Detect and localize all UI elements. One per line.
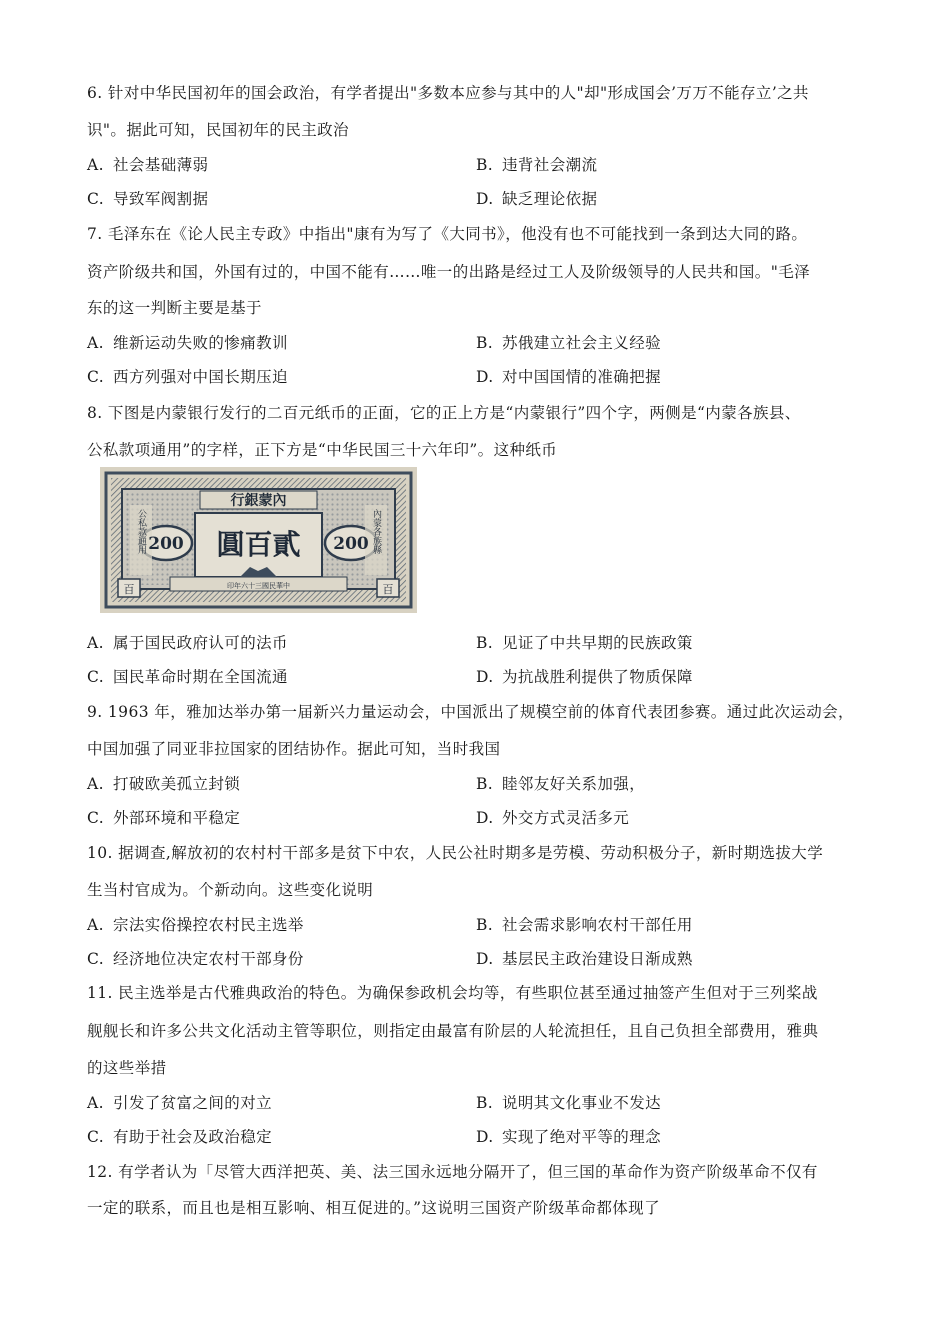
option-text: 基层民主政治建设日渐成熟 (502, 950, 693, 968)
option-tag: C. (87, 190, 105, 208)
option-tag: D. (476, 190, 494, 208)
option-tag: B. (476, 156, 494, 174)
question-11-line-3: 的这些举措 (87, 1059, 167, 1077)
q7-option-a (87, 333, 288, 353)
option-text: 苏俄建立社会主义经验 (502, 334, 662, 352)
option-tag: C. (87, 668, 105, 686)
option-tag: B. (476, 334, 494, 352)
option-text: 缺乏理论依据 (502, 190, 598, 208)
q7-option-b (476, 333, 661, 353)
banknote-center-text: 圓百貳 (216, 528, 301, 561)
q8-option-c (87, 667, 288, 687)
q6-option-c (87, 189, 208, 209)
option-text: 外部环境和平稳定 (113, 809, 241, 827)
banknote-corner-right: 百 (382, 583, 394, 596)
option-tag: B. (476, 1094, 494, 1112)
option-text: 说明其文化事业不发达 (502, 1094, 662, 1112)
option-tag: B. (476, 634, 494, 652)
option-tag: C. (87, 368, 105, 386)
option-tag: A. (87, 916, 104, 934)
question-9-line-1: 9. 1963 年，雅加达举办第一届新兴力量运动会，中国派出了规模空前的体育代表团参赛。通过此次运动会， (87, 703, 854, 721)
banknote-corner-left: 百 (123, 583, 135, 596)
option-text: 引发了贫富之间的对立 (113, 1094, 273, 1112)
banknote-bottom-text: 印年六十三國民華中 (227, 582, 290, 590)
banknote-value-right: 200 (333, 534, 369, 554)
question-6-line-2: 识"。据此可知，民国初年的民主政治 (87, 121, 349, 139)
banknote-top-text: 行銀蒙內 (230, 493, 287, 509)
banknote-right-side-text: 內蒙各族縣 (371, 509, 381, 554)
option-tag: B. (476, 775, 494, 793)
option-tag: A. (87, 334, 104, 352)
q11-option-d (476, 1127, 661, 1147)
question-11-line-1: 11. 民主选举是古代雅典政治的特色。为确保参政机会均等，有些职位甚至通过抽签产生但对于三列桨战 (87, 984, 818, 1002)
q6-option-a (87, 155, 208, 175)
question-7-line-3: 东的这一判断主要是基于 (87, 299, 262, 317)
question-6-line-1: 6. 针对中华民国初年的国会政治，有学者提出"多数本应参与其中的人"却"形成国会’万万不能存立’之共 (87, 84, 809, 102)
question-7-line-2: 资产阶级共和国，外国有过的，中国不能有……唯一的出路是经过工人及阶级领导的人民共和国。"毛泽 (87, 263, 811, 281)
option-tag: A. (87, 634, 104, 652)
q9-option-b (476, 774, 645, 794)
q7-option-d (476, 367, 661, 387)
q9-option-c (87, 808, 240, 828)
option-text: 社会基础薄弱 (113, 156, 209, 174)
question-7-line-1: 7. 毛泽东在《论人民主专政》中指出"康有为写了《大同书》，他没有也不可能找到一条到达大同的路。 (87, 225, 808, 243)
option-tag: D. (476, 950, 494, 968)
option-text: 维新运动失败的惨痛教训 (113, 334, 288, 352)
q8-option-d (476, 667, 693, 687)
option-tag: D. (476, 809, 494, 827)
banknote-left-side-text: 公私款通用 (136, 509, 146, 554)
q11-option-a (87, 1093, 272, 1113)
option-tag: D. (476, 1128, 494, 1146)
banknote-value-left: 200 (148, 534, 184, 554)
question-12-line-2: 一定的联系，而且也是相互影响、相互促进的。”这说明三国资产阶级革命都体现了 (87, 1199, 660, 1217)
option-tag: D. (476, 368, 494, 386)
option-text: 见证了中共早期的民族政策 (502, 634, 693, 652)
q9-option-d (476, 808, 629, 828)
question-9-line-2: 中国加强了同亚非拉国家的团结协作。据此可知，当时我国 (87, 740, 501, 758)
option-tag: B. (476, 916, 494, 934)
banknote-image (100, 467, 417, 613)
q6-option-b (476, 155, 597, 175)
q10-option-c (87, 949, 304, 969)
option-text: 社会需求影响农村干部任用 (502, 916, 693, 934)
question-10-line-1: 10. 据调查,解放初的农村村干部多是贫下中农，人民公社时期多是劳模、劳动积极分子，新时期选拔大学 (87, 844, 824, 862)
option-text: 违背社会潮流 (502, 156, 598, 174)
option-text: 打破欧美孤立封锁 (113, 775, 241, 793)
q11-option-c (87, 1127, 272, 1147)
option-text: 经济地位决定农村干部身份 (113, 950, 304, 968)
option-tag: D. (476, 668, 494, 686)
option-text: 有助于社会及政治稳定 (113, 1128, 273, 1146)
q7-option-c (87, 367, 288, 387)
q8-option-b (476, 633, 693, 653)
question-12-line-1: 12. 有学者认为「尽管大西洋把英、美、法三国永远地分隔开了，但三国的革命作为资产阶级革命不仅有 (87, 1163, 818, 1181)
option-tag: A. (87, 156, 104, 174)
q9-option-a (87, 774, 240, 794)
q10-option-b (476, 915, 693, 935)
option-text: 国民革命时期在全国流通 (113, 668, 288, 686)
q10-option-a (87, 915, 304, 935)
option-text: 外交方式灵活多元 (502, 809, 630, 827)
option-text: 实现了绝对平等的理念 (502, 1128, 662, 1146)
option-text: 睦邻友好关系加强， (502, 775, 646, 793)
q11-option-b (476, 1093, 661, 1113)
option-tag: C. (87, 950, 105, 968)
option-text: 为抗战胜利提供了物质保障 (502, 668, 693, 686)
option-text: 西方列强对中国长期压迫 (113, 368, 288, 386)
option-tag: C. (87, 809, 105, 827)
q10-option-d (476, 949, 693, 969)
option-text: 宗法实俗操控农村民主选举 (113, 916, 304, 934)
option-text: 导致军阀割据 (113, 190, 209, 208)
question-11-line-2: 舰舰长和许多公共文化活动主管等职位，则指定由最富有阶层的人轮流担任，且自己负担全部费用，雅典 (87, 1022, 819, 1040)
q8-option-a (87, 633, 288, 653)
option-text: 对中国国情的准确把握 (502, 368, 662, 386)
q6-option-d (476, 189, 597, 209)
option-tag: A. (87, 775, 104, 793)
option-tag: A. (87, 1094, 104, 1112)
option-tag: C. (87, 1128, 105, 1146)
question-8-line-1: 8. 下图是内蒙银行发行的二百元纸币的正面，它的正上方是“内蒙银行”四个字，两侧是“内蒙各族县、 (87, 404, 801, 422)
question-8-line-2: 公私款项通用”的字样，正下方是“中华民国三十六年印”。这种纸币 (87, 441, 558, 459)
question-10-line-2: 生当村官成为。个新动向。这些变化说明 (87, 881, 374, 899)
option-text: 属于国民政府认可的法币 (113, 634, 288, 652)
